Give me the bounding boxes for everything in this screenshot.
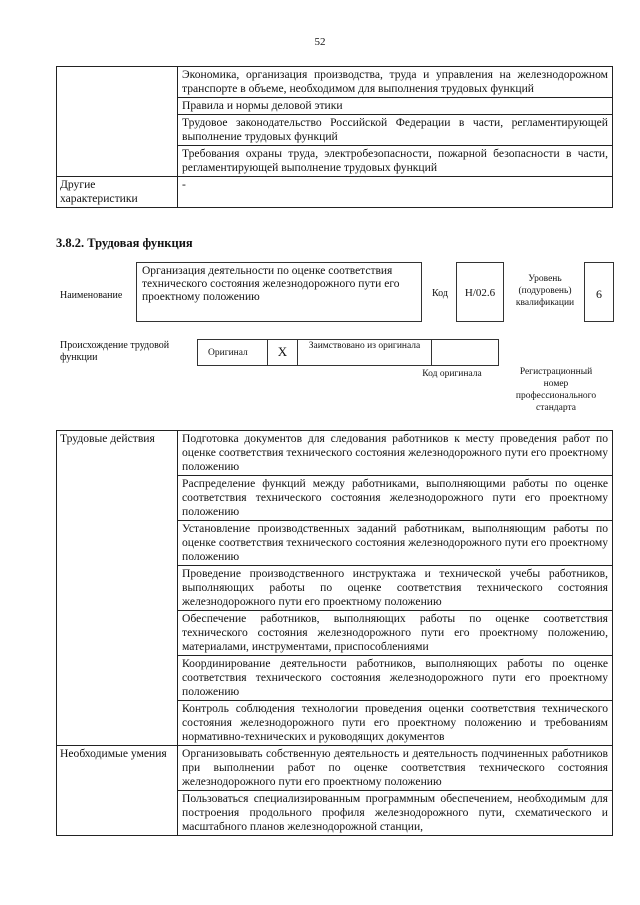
code-label: Код bbox=[432, 288, 448, 299]
actions-label: Трудовые действия bbox=[57, 431, 178, 746]
original-label: Оригинал bbox=[198, 340, 268, 365]
skills-label: Необходимые умения bbox=[57, 746, 178, 836]
origin-label: Происхождение трудовой функции bbox=[60, 340, 170, 363]
function-name-box: Организация деятельности по оценке соответствия технического состояния железнодорожного пути его проектному положению bbox=[136, 262, 422, 322]
action-item: Установление производственных заданий работникам, выполняющим работы по оценке соответствия технического состояния железнодорожного пути его проектному положению bbox=[178, 521, 613, 566]
other-characteristics-label: Другие характеристики bbox=[57, 177, 178, 208]
code-box: Н/02.6 bbox=[456, 262, 504, 322]
page-number: 52 bbox=[314, 36, 326, 48]
level-label: Уровень (подуровень) квалификации bbox=[515, 274, 575, 308]
knowledge-item: Трудовое законодательство Российской Федерации в части, регламентирующей выполнение трудовых функций bbox=[178, 115, 613, 146]
knowledge-table bbox=[56, 66, 613, 208]
action-item: Обеспечение работников, выполняющих работы по оценке соответствия технического состояния железнодорожного пути его проектному положению, материалами, инструментами, приспособлениями bbox=[178, 611, 613, 656]
skill-item: Организовывать собственную деятельность и деятельность подчиненных работников при выполнении работ по оценке соответствия технического состояния железнодорожного пути его проектному положению bbox=[178, 746, 613, 791]
action-item: Проведение производственного инструктажа и технической учебы работников, выполняющих работы по оценке соответствия технического состояния железнодорожного пути его проектному положению bbox=[178, 566, 613, 611]
action-item: Координирование деятельности работников, выполняющих работы по оценке соответствия технического состояния железнодорожного пути его проектному положению bbox=[178, 656, 613, 701]
knowledge-item: Требования охраны труда, электробезопасности, пожарной безопасности в части, регламентирующей выполнение трудовых функций bbox=[178, 146, 613, 177]
functions-table bbox=[56, 430, 613, 836]
skill-item: Пользоваться специализированным программным обеспечением, необходимым для построения продольного профиля железнодорожного пути, схематического и масштабного планов железнодорожной станции, bbox=[178, 791, 613, 836]
original-code-label: Код оригинала bbox=[422, 369, 482, 379]
action-item: Распределение функций между работниками, выполняющими работы по оценке соответствия технического состояния железнодорожного пути его проектному положению bbox=[178, 476, 613, 521]
level-box: 6 bbox=[584, 262, 614, 322]
action-item: Подготовка документов для следования работников к месту проведения работ по оценке соответствия технического состояния железнодорожного пути его проектному положению bbox=[178, 431, 613, 476]
original-code-cell bbox=[432, 340, 498, 365]
borrowed-label: Заимствовано из оригинала bbox=[298, 340, 432, 365]
section-title: 3.8.2. Трудовая функция bbox=[56, 236, 193, 250]
knowledge-item: Экономика, организация производства, труда и управления на железнодорожном транспорте в объеме, необходимом для выполнения трудовых функций bbox=[178, 67, 613, 98]
original-mark: X bbox=[268, 340, 298, 365]
knowledge-label-cell bbox=[57, 67, 178, 177]
registration-number-label: Регистрационный номер профессионального стандарта bbox=[515, 367, 597, 413]
action-item: Контроль соблюдения технологии проведения оценки соответствия технического состояния железнодорожного пути его проектному положению и требованиям нормативно-технических и руководящих документов bbox=[178, 701, 613, 746]
name-label: Наименование bbox=[60, 290, 123, 301]
origin-row bbox=[197, 339, 499, 366]
other-characteristics-value: - bbox=[178, 177, 613, 208]
knowledge-item: Правила и нормы деловой этики bbox=[178, 98, 613, 115]
